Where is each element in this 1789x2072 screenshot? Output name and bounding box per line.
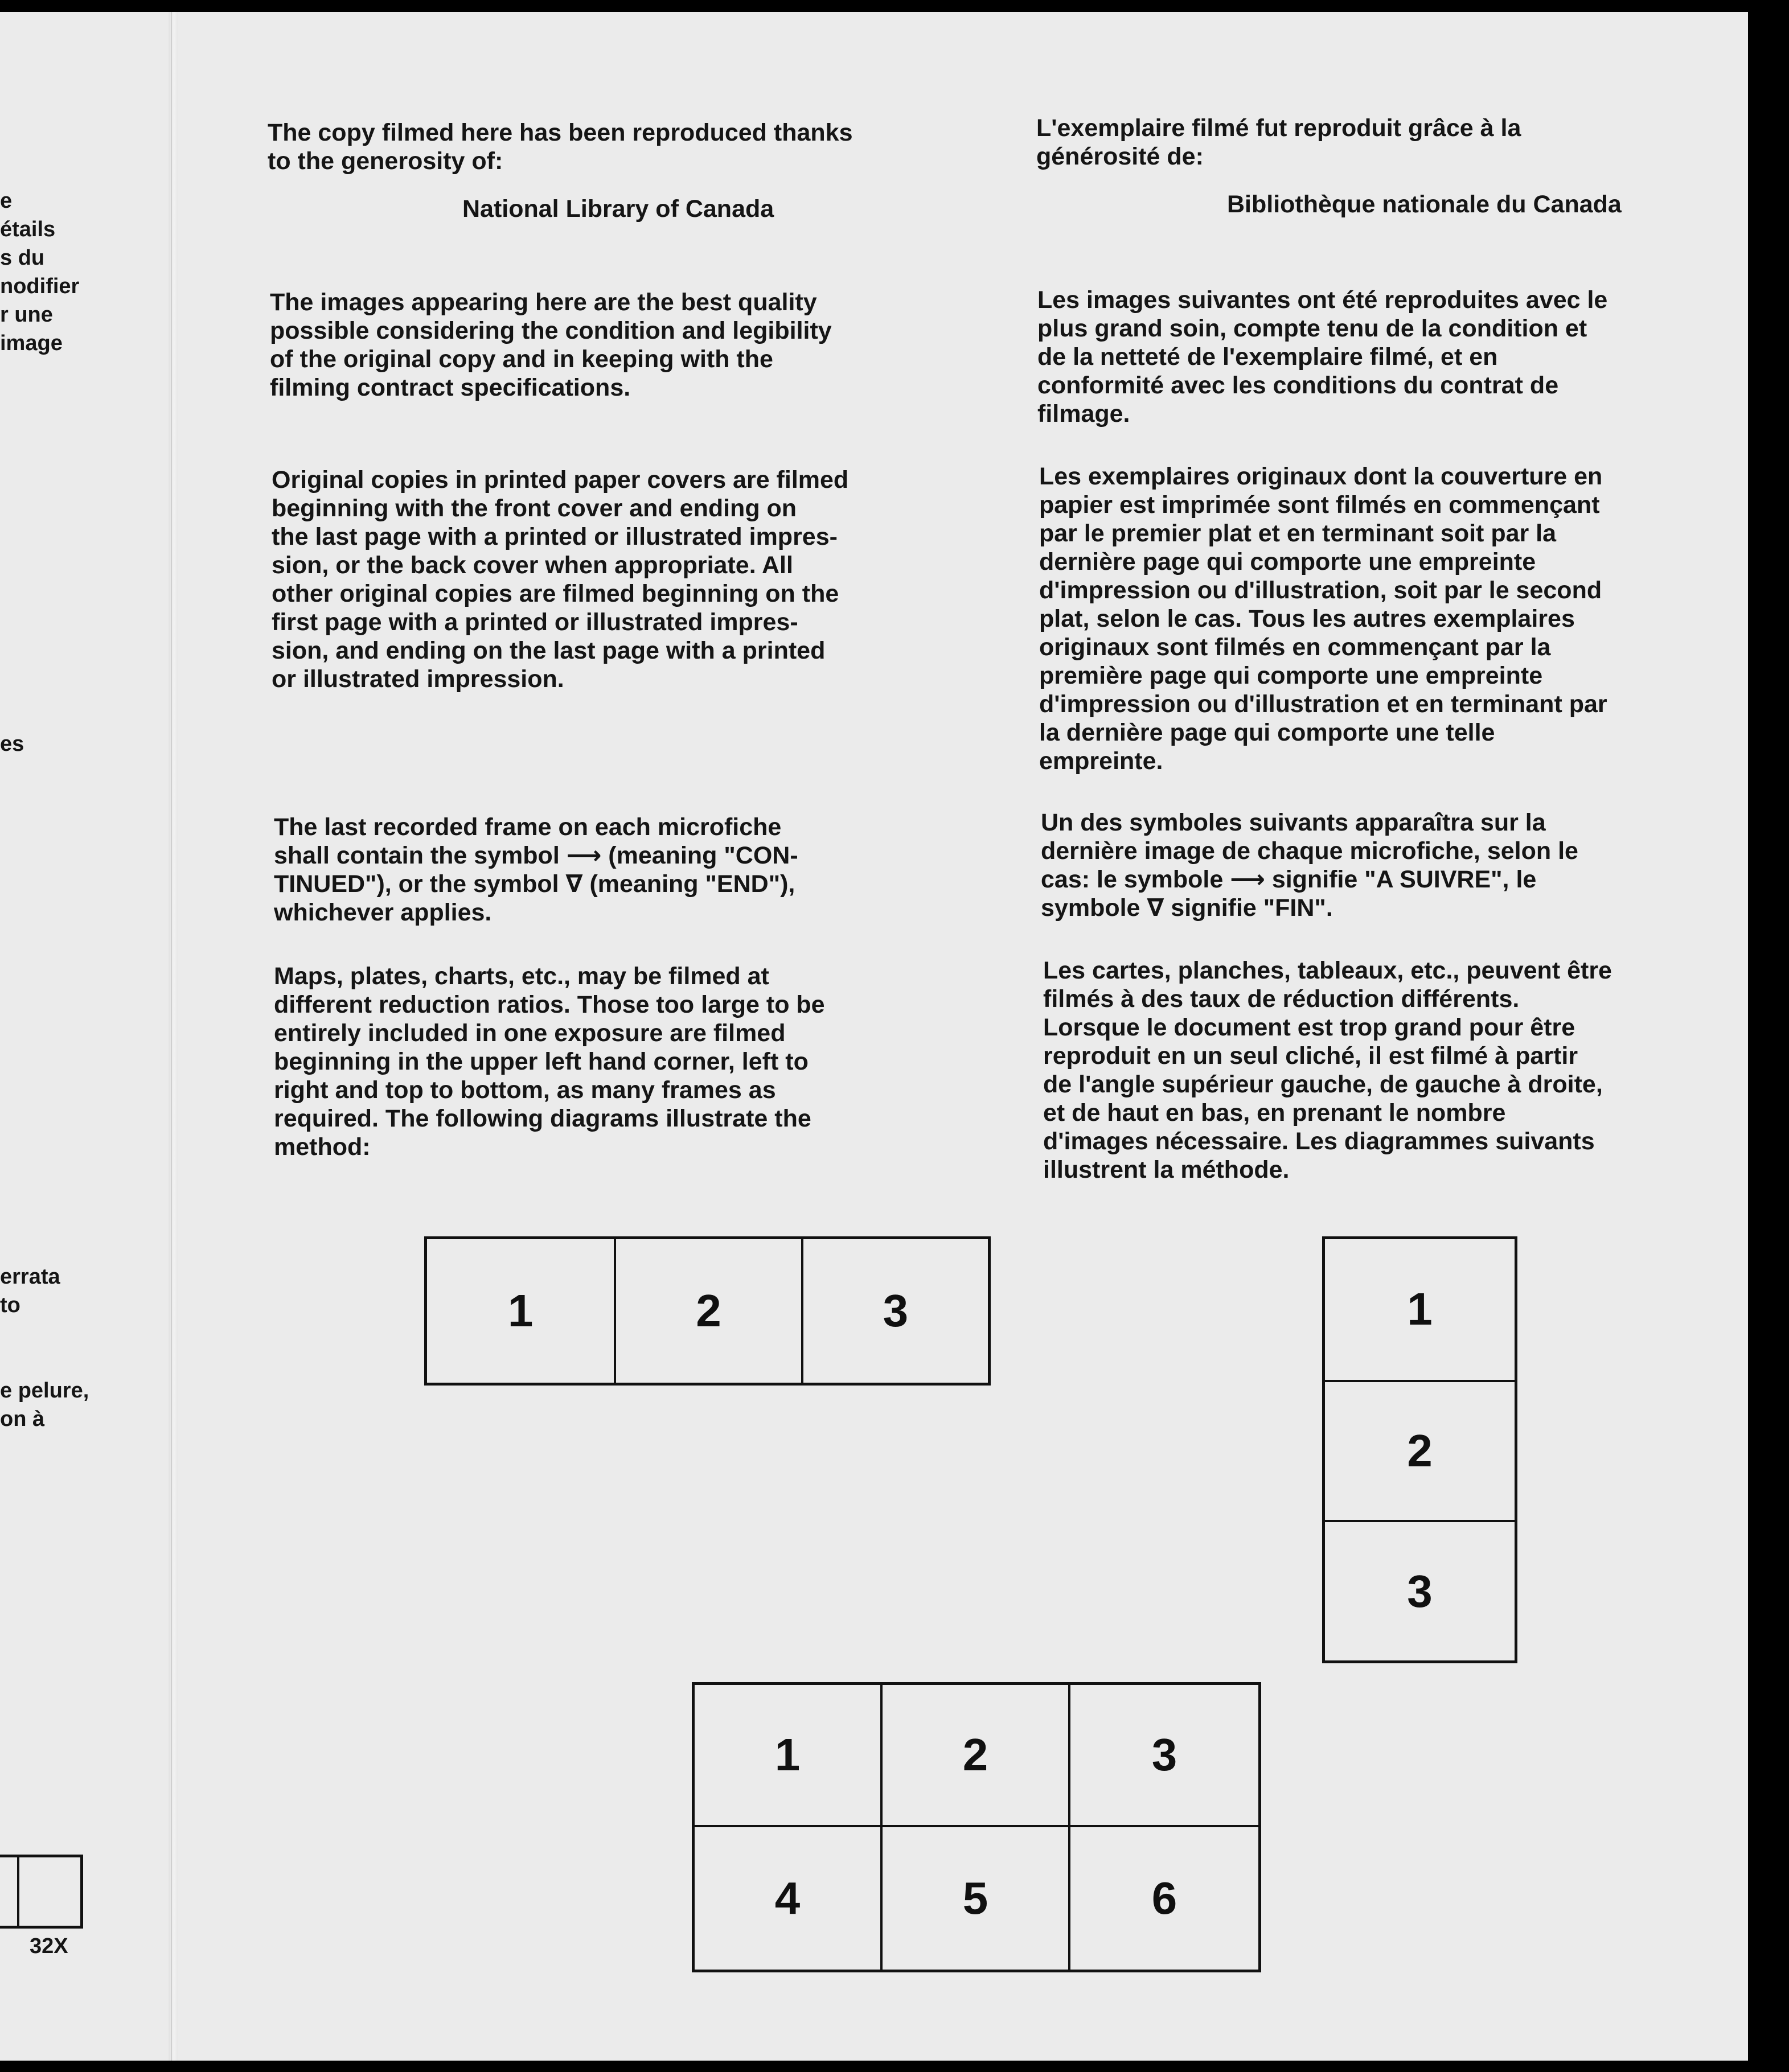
french-maps-statement: Les cartes, planches, tableaux, etc., peuvent être filmés à des taux de réduction différents. Lorsque le document est trop grand pour être reproduit en un seul cliché, il est filmé à partir de l'angle supérieur gauche, de gauche à droite, et de haut en bas, en prenant le nombre d'images nécessaire. Les diagrammes suivants illustrent la méthode. bbox=[1043, 957, 1612, 1183]
fragment-text: e bbox=[0, 189, 13, 213]
french-covers-statement: Les exemplaires originaux dont la couverture en papier est imprimée sont filmés en commençant par le premier plat et en terminant soit par la dernière page qui comporte une empreinte d'impression ou d'illustration, soit par le second plat, selon le cas. Tous les autres exemplaires originaux sont filmés en commençant par la première page qui comporte une empreinte d'impression ou d'illustration et en terminant par la dernière page qui comporte une telle empreinte. bbox=[1039, 463, 1607, 775]
frame-cell: 5 bbox=[883, 1827, 1070, 1970]
frame-cell: 3 bbox=[801, 1239, 988, 1383]
frame-cell: 2 bbox=[883, 1685, 1070, 1827]
frame-cell: 1 bbox=[507, 1285, 534, 1336]
scan-top-edge bbox=[0, 0, 1789, 12]
french-thanks: L'exemplaire filmé fut reproduit grâce à la générosité de: bbox=[1036, 114, 1521, 170]
fragment-text: s du bbox=[0, 246, 45, 270]
frame-cell: 2 bbox=[1325, 1380, 1515, 1520]
frame-cell: 4 bbox=[695, 1827, 883, 1970]
fragment-text: r une bbox=[0, 303, 53, 327]
horizontal-frame-diagram bbox=[424, 1236, 991, 1386]
english-maps-statement: Maps, plates, charts, etc., may be filmed at different reduction ratios. Those too large to be entirely included in one exposure are filmed beginning in the upper left hand corner, left to right and top to bottom, as many frames as required. The following diagrams illustrate the method: bbox=[274, 963, 825, 1161]
frame-cell: 3 bbox=[1325, 1520, 1515, 1660]
english-quality-statement: The images appearing here are the best quality possible considering the condition and legibility of the original copy and in keeping with the filming contract specifications. bbox=[270, 289, 832, 401]
fragment-text: e pelure, bbox=[0, 1379, 89, 1403]
resolution-box-divider bbox=[17, 1857, 19, 1926]
fragment-text: to bbox=[0, 1293, 20, 1317]
fragment-text: errata bbox=[0, 1265, 60, 1289]
fragment-text: on à bbox=[0, 1407, 45, 1431]
french-symbols-statement: Un des symboles suivants apparaîtra sur la dernière image de chaque microfiche, selon le cas: le symbole ⟶ signifie "A SUIVRE", le symbole ∇ signifie "FIN". bbox=[1041, 809, 1578, 922]
frame-cell: 3 bbox=[1070, 1685, 1258, 1827]
english-thanks: The copy filmed here has been reproduced thanks to the generosity of: bbox=[268, 119, 853, 175]
fragment-text: étails bbox=[0, 217, 56, 241]
grid-frame-diagram bbox=[692, 1682, 1261, 1972]
english-symbols-statement: The last recorded frame on each microfiche shall contain the symbol ⟶ (meaning "CON- TINUED"), or the symbol ∇ (meaning "END"), whichever applies. bbox=[274, 813, 798, 926]
fold-line bbox=[171, 12, 172, 2061]
fragment-text: nodifier bbox=[0, 274, 80, 298]
english-covers-statement: Original copies in printed paper covers are filmed beginning with the front cover and ending on the last page with a printed or illustrated impres- sion, or the back cover when appropriate. All other original copies are filmed beginning on the first page with a printed or illustrated impres- sion, and ending on the last page with a printed or illustrated impression. bbox=[272, 466, 849, 693]
fragment-text: es bbox=[0, 732, 24, 756]
frame-cell: 2 bbox=[614, 1239, 801, 1383]
page-fold bbox=[169, 12, 178, 2061]
english-institution: National Library of Canada bbox=[462, 195, 774, 223]
frame-cell: 1 bbox=[1407, 1284, 1433, 1335]
frame-cell: 1 bbox=[695, 1685, 883, 1827]
vertical-frame-diagram bbox=[1322, 1236, 1517, 1663]
fragment-text: image bbox=[0, 331, 63, 355]
frame-cell: 6 bbox=[1151, 1873, 1177, 1923]
french-institution: Bibliothèque nationale du Canada bbox=[1227, 191, 1622, 218]
resolution-target-box bbox=[0, 1855, 83, 1929]
resolution-label: 32X bbox=[30, 1934, 68, 1958]
french-quality-statement: Les images suivantes ont été reproduites avec le plus grand soin, compte tenu de la condition et de la netteté de l'exemplaire filmé, et en conformité avec les conditions du contrat de filmage. bbox=[1037, 286, 1608, 427]
